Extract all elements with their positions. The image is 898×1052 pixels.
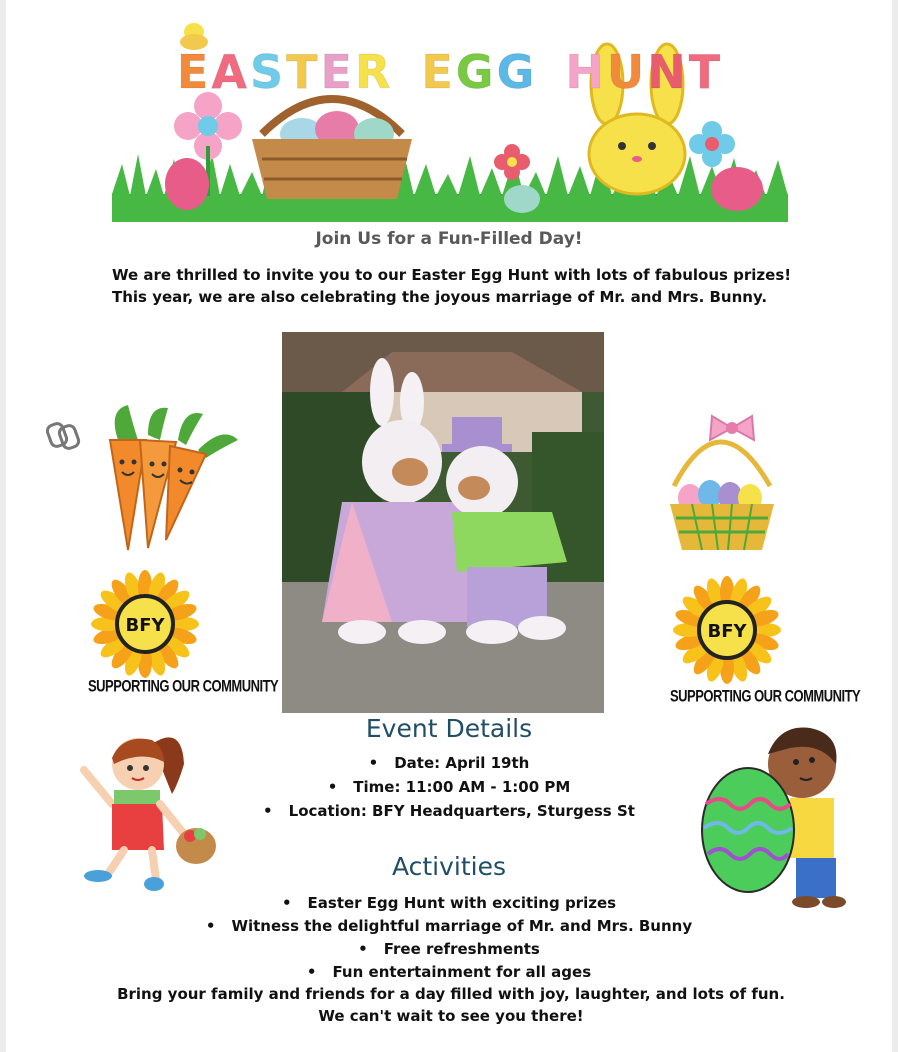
sunflower-caption: SUPPORTING OUR COMMUNITY <box>88 676 279 696</box>
bullet-icon: • <box>327 778 338 796</box>
sunflower-logo-right <box>666 572 788 694</box>
event-details-item-text: Time: 11:00 AM - 1:00 PM <box>353 778 571 796</box>
banner-title-word: EASTER <box>176 45 394 99</box>
activities-item-text: Witness the delightful marriage of Mr. and Mrs. Bunny <box>231 917 693 935</box>
sunflower-logo <box>84 566 206 688</box>
activities-item-text: Free refreshments <box>383 940 540 958</box>
bullet-icon: • <box>205 917 216 935</box>
closing-paragraph: Bring your family and friends for a day filled with joy, laughter, and lots of fun. We can't wait to see you there! <box>117 985 785 1025</box>
banner-title-word: EGG <box>421 45 538 99</box>
banner-title <box>112 42 788 102</box>
event-details-item <box>6 754 892 772</box>
flyer-page <box>6 0 892 1052</box>
bullet-icon: • <box>263 802 273 820</box>
banner-title-word: HUNT <box>565 45 724 99</box>
bunny-couple-photo <box>282 332 604 713</box>
activities-item-text: Fun entertainment for all ages <box>332 963 592 981</box>
activities-item-text: Easter Egg Hunt with exciting prizes <box>307 894 617 912</box>
activities-item <box>6 940 892 958</box>
carrots-illustration <box>98 400 244 554</box>
intro-heading: Join Us for a Fun-Filled Day! <box>315 229 583 249</box>
copilot-icon[interactable] <box>46 418 82 454</box>
bullet-icon: • <box>281 894 292 912</box>
bullet-icon: • <box>368 754 379 772</box>
activities-item <box>6 917 892 935</box>
event-details-item <box>6 802 892 820</box>
event-details-item-text: Date: April 19th <box>394 754 530 772</box>
event-details-heading: Event Details <box>365 714 533 743</box>
sunflower-caption-right: SUPPORTING OUR COMMUNITY <box>670 686 861 706</box>
easter-banner <box>112 14 788 222</box>
event-details-item <box>6 778 892 796</box>
bullet-icon: • <box>358 940 368 958</box>
activities-item <box>6 894 892 912</box>
event-details-item-text: Location: BFY Headquarters, Sturgess St <box>288 802 635 820</box>
easter-basket-illustration <box>662 408 780 554</box>
sunflower-inner-text: BFY <box>125 615 165 636</box>
activities-heading: Activities <box>391 852 507 881</box>
sunflower-inner-text: BFY <box>707 621 747 642</box>
intro-paragraph: We are thrilled to invite you to our Easter Egg Hunt with lots of fabulous prizes! This year, we are also celebrating the joyous marriage of Mr. and Mrs. Bunny. <box>112 266 792 306</box>
activities-item <box>6 963 892 981</box>
bullet-icon: • <box>306 963 317 981</box>
